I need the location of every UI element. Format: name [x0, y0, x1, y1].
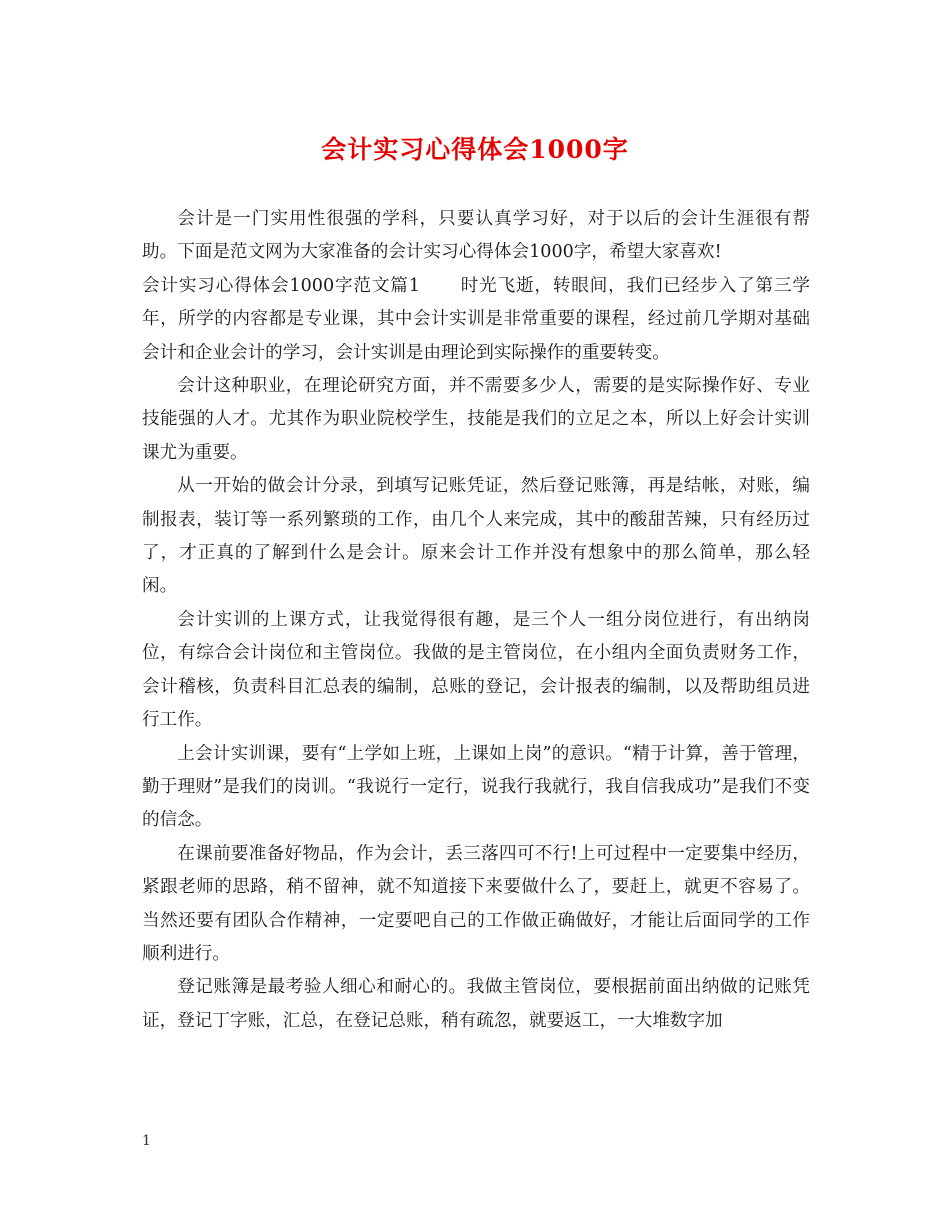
- paragraph-section-1: [142, 270, 810, 370]
- section-lead: 时光飞逝，转眼间，我们已经步入了第三学年，所学的内容都是专业课，其中会计实训是非常重要的课程，经过前几学期对基础会计和企业会计的学习，会计实训是由理论到实际操作的重要转变。: [142, 275, 810, 363]
- paragraph: 会计实训的上课方式，让我觉得很有趣，是三个人一组分岗位进行，有出纳岗位，有综合会计岗位和主管岗位。我做的是主管岗位，在小组内全面负责财务工作，会计稽核，负责科目汇总表的编制，总账的登记，会计报表的编制，以及帮助组员进行工作。: [142, 609, 810, 731]
- paragraph: 在课前要准备好物品，作为会计，丢三落四可不行!上可过程中一定要集中经历，紧跟老师的思路，稍不留神，就不知道接下来要做什么了，要赶上，就更不容易了。当然还要有团队合作精神，一定要吧自己的工作做正确做好，才能让后面同学的工作顺利进行。: [142, 843, 810, 964]
- paragraph: 上会计实训课，要有“上学如上班，上课如上岗”的意识。“精于计算，善于管理，勤于理财”是我们的岗训。“我说行一定行，说我行我就行，我自信我成功”是我们不变的信念。: [142, 743, 810, 831]
- paragraph: 登记账簿是最考验人细心和耐心的。我做主管岗位，要根据前面出纳做的记账凭证，登记丁字账，汇总，在登记总账，稍有疏忽，就要返工，一大堆数字加: [142, 977, 810, 1031]
- paragraph-intro: 会计是一门实用性很强的学科，只要认真学习好，对于以后的会计生涯很有帮助。下面是范文网为大家准备的会计实习心得体会1000字，希望大家喜欢!: [142, 209, 810, 263]
- paragraph: 从一开始的做会计分录，到填写记账凭证，然后登记账簿，再是结帐，对账，编制报表，装订等一系列繁琐的工作，由几个人来完成，其中的酸甜苦辣，只有经历过了，才正真的了解到什么是会计。原来会计工作并没有想象中的那么简单，那么轻闲。: [142, 476, 810, 597]
- document-body: [142, 203, 810, 1038]
- section-heading: 会计实习心得体会1000字范文篇1: [142, 275, 420, 296]
- paragraph: 会计这种职业，在理论研究方面，并不需要多少人，需要的是实际操作好、专业技能强的人才。尤其作为职业院校学生，技能是我们的立足之本，所以上好会计实训课尤为重要。: [142, 376, 810, 463]
- page-number: 1: [142, 1133, 151, 1149]
- document-title: 会计实习心得体会1000字: [321, 135, 629, 164]
